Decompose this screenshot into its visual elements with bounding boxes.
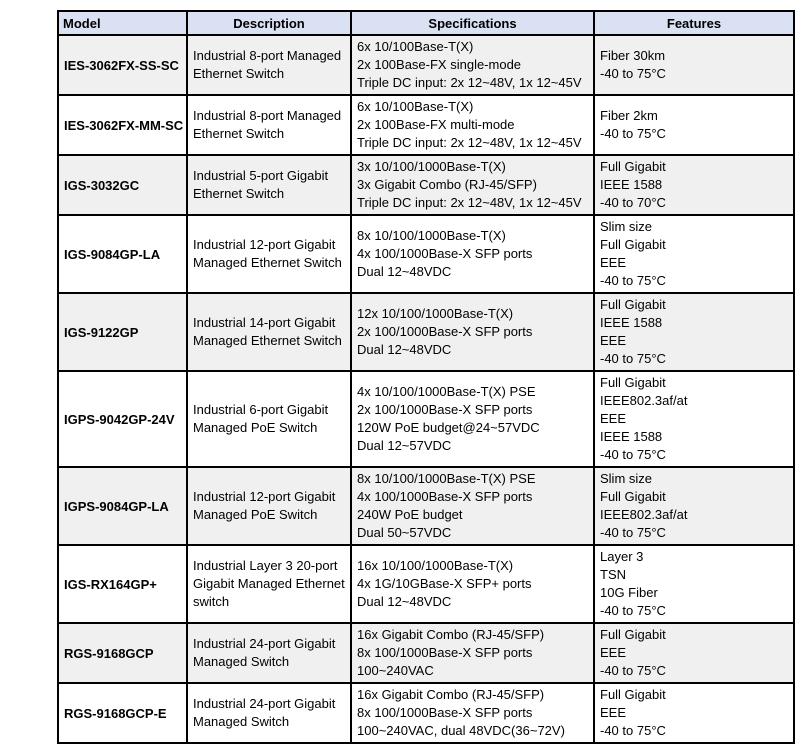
features-line: Slim size (600, 471, 653, 486)
specifications-line: 4x 1G/10GBase-X SFP+ ports (357, 576, 532, 591)
features-line: -40 to 75°C (600, 603, 666, 618)
features-line: Layer 3 (600, 549, 644, 564)
features-cell (594, 545, 794, 623)
specifications-line: Triple DC input: 2x 12~48V, 1x 12~45V (357, 135, 582, 150)
description-cell (187, 623, 351, 683)
table-row (58, 293, 794, 371)
features-line: IEEE 1588 (600, 177, 663, 192)
specifications-cell (351, 215, 594, 293)
features-line: Full Gigabit (600, 627, 666, 642)
features-line: TSN (600, 567, 626, 582)
table-row (58, 623, 794, 683)
specifications-cell (351, 293, 594, 371)
column-header-model: Model (58, 11, 187, 35)
product-table (57, 10, 795, 744)
model-cell: RGS-9168GCP (58, 623, 187, 683)
specifications-line: 2x 100Base-FX multi-mode (357, 117, 515, 132)
specifications-line: 3x Gigabit Combo (RJ-45/SFP) (357, 177, 537, 192)
table-header (58, 11, 794, 35)
features-line: Fiber 30km (600, 48, 666, 63)
description-cell (187, 683, 351, 743)
features-line: Full Gigabit (600, 159, 666, 174)
features-line: Full Gigabit (600, 687, 666, 702)
description-line: Industrial 8-port Managed (193, 108, 342, 123)
table-row (58, 683, 794, 743)
features-line: -40 to 75°C (600, 723, 666, 738)
description-line: Industrial 8-port Managed (193, 48, 342, 63)
features-line: IEEE 1588 (600, 429, 663, 444)
product-table-container (57, 10, 795, 744)
specifications-line: Dual 12~57VDC (357, 438, 452, 453)
model-cell: IES-3062FX-SS-SC (58, 35, 187, 95)
features-line: -40 to 75°C (600, 525, 666, 540)
specifications-cell (351, 545, 594, 623)
features-line: 10G Fiber (600, 585, 658, 600)
features-line: EEE (600, 645, 627, 660)
specifications-line: Dual 12~48VDC (357, 342, 452, 357)
specifications-line: 16x Gigabit Combo (RJ-45/SFP) (357, 687, 545, 702)
specifications-line: 100~240VAC, dual 48VDC(36~72V) (357, 723, 565, 738)
specifications-line: 2x 100Base-FX single-mode (357, 57, 522, 72)
features-line: -40 to 75°C (600, 126, 666, 141)
features-cell (594, 293, 794, 371)
specifications-cell (351, 371, 594, 467)
specifications-cell (351, 623, 594, 683)
features-line: -40 to 75°C (600, 273, 666, 288)
features-line: -40 to 75°C (600, 351, 666, 366)
description-cell (187, 95, 351, 155)
description-line: Industrial Layer 3 20-port (193, 558, 338, 573)
features-line: Fiber 2km (600, 108, 658, 123)
features-cell (594, 35, 794, 95)
specifications-line: 16x Gigabit Combo (RJ-45/SFP) (357, 627, 545, 642)
specifications-cell (351, 467, 594, 545)
features-cell (594, 371, 794, 467)
table-row (58, 215, 794, 293)
specifications-line: 120W PoE budget@24~57VDC (357, 420, 540, 435)
model-cell: IGPS-9084GP-LA (58, 467, 187, 545)
specifications-line: Triple DC input: 2x 12~48V, 1x 12~45V (357, 75, 582, 90)
features-line: IEEE802.3af/at (600, 393, 688, 408)
features-line: Full Gigabit (600, 375, 666, 390)
specifications-line: 12x 10/100/1000Base-T(X) (357, 306, 514, 321)
specifications-line: 8x 100/1000Base-X SFP ports (357, 705, 533, 720)
features-cell (594, 215, 794, 293)
specifications-line: 4x 100/1000Base-X SFP ports (357, 246, 533, 261)
column-header-specifications: Specifications (351, 11, 594, 35)
table-row (58, 467, 794, 545)
description-line: Industrial 12-port Gigabit (193, 489, 336, 504)
description-line: Industrial 24-port Gigabit (193, 636, 336, 651)
description-line: Industrial 5-port Gigabit (193, 168, 329, 183)
table-row (58, 155, 794, 215)
specifications-line: 4x 100/1000Base-X SFP ports (357, 489, 533, 504)
description-cell (187, 215, 351, 293)
features-cell (594, 95, 794, 155)
table-row (58, 35, 794, 95)
description-line: Managed PoE Switch (193, 420, 318, 435)
description-line: Industrial 14-port Gigabit (193, 315, 336, 330)
description-line: Managed PoE Switch (193, 507, 318, 522)
column-header-description: Description (187, 11, 351, 35)
description-line: Industrial 24-port Gigabit (193, 696, 336, 711)
header-row (58, 11, 794, 35)
features-cell (594, 155, 794, 215)
description-line: Ethernet Switch (193, 186, 285, 201)
specifications-line: 2x 100/1000Base-X SFP ports (357, 402, 533, 417)
description-line: switch (193, 594, 230, 609)
specifications-cell (351, 683, 594, 743)
features-line: -40 to 70°C (600, 195, 666, 210)
specifications-line: 6x 10/100Base-T(X) (357, 99, 474, 114)
column-header-features: Features (594, 11, 794, 35)
description-line: Ethernet Switch (193, 126, 285, 141)
description-line: Ethernet Switch (193, 66, 285, 81)
specifications-line: 16x 10/100/1000Base-T(X) (357, 558, 514, 573)
description-cell (187, 545, 351, 623)
features-cell (594, 467, 794, 545)
specifications-line: 6x 10/100Base-T(X) (357, 39, 474, 54)
table-row (58, 95, 794, 155)
features-line: -40 to 75°C (600, 663, 666, 678)
description-cell (187, 371, 351, 467)
features-line: -40 to 75°C (600, 66, 666, 81)
features-line: -40 to 75°C (600, 447, 666, 462)
specifications-line: 4x 10/100/1000Base-T(X) PSE (357, 384, 536, 399)
features-line: EEE (600, 411, 627, 426)
features-line: Full Gigabit (600, 297, 666, 312)
specifications-line: 100~240VAC (357, 663, 434, 678)
model-cell: IGPS-9042GP-24V (58, 371, 187, 467)
description-line: Gigabit Managed Ethernet (193, 576, 345, 591)
table-body (58, 35, 794, 743)
features-line: EEE (600, 705, 627, 720)
description-cell (187, 35, 351, 95)
features-line: Full Gigabit (600, 489, 666, 504)
specifications-cell (351, 95, 594, 155)
description-cell (187, 293, 351, 371)
table-row (58, 371, 794, 467)
specifications-cell (351, 155, 594, 215)
description-line: Managed Switch (193, 654, 290, 669)
specifications-line: Dual 12~48VDC (357, 264, 452, 279)
specifications-line: 8x 100/1000Base-X SFP ports (357, 645, 533, 660)
description-line: Managed Ethernet Switch (193, 333, 342, 348)
model-cell: RGS-9168GCP-E (58, 683, 187, 743)
specifications-line: 8x 10/100/1000Base-T(X) (357, 228, 506, 243)
description-cell (187, 467, 351, 545)
model-cell: IGS-9084GP-LA (58, 215, 187, 293)
specifications-line: 2x 100/1000Base-X SFP ports (357, 324, 533, 339)
features-line: EEE (600, 333, 627, 348)
description-line: Managed Switch (193, 714, 290, 729)
model-cell: IGS-3032GC (58, 155, 187, 215)
specifications-line: 240W PoE budget (357, 507, 463, 522)
specifications-line: Dual 12~48VDC (357, 594, 452, 609)
specifications-line: Dual 50~57VDC (357, 525, 452, 540)
features-line: EEE (600, 255, 627, 270)
specifications-line: 3x 10/100/1000Base-T(X) (357, 159, 506, 174)
features-line: IEEE802.3af/at (600, 507, 688, 522)
features-line: Slim size (600, 219, 653, 234)
description-line: Industrial 6-port Gigabit (193, 402, 329, 417)
description-line: Managed Ethernet Switch (193, 255, 342, 270)
features-cell (594, 623, 794, 683)
specifications-line: Triple DC input: 2x 12~48V, 1x 12~45V (357, 195, 582, 210)
specifications-line: 8x 10/100/1000Base-T(X) PSE (357, 471, 536, 486)
table-row (58, 545, 794, 623)
features-cell (594, 683, 794, 743)
model-cell: IES-3062FX-MM-SC (58, 95, 187, 155)
model-cell: IGS-RX164GP+ (58, 545, 187, 623)
features-line: Full Gigabit (600, 237, 666, 252)
specifications-cell (351, 35, 594, 95)
model-cell: IGS-9122GP (58, 293, 187, 371)
description-cell (187, 155, 351, 215)
description-line: Industrial 12-port Gigabit (193, 237, 336, 252)
features-line: IEEE 1588 (600, 315, 663, 330)
